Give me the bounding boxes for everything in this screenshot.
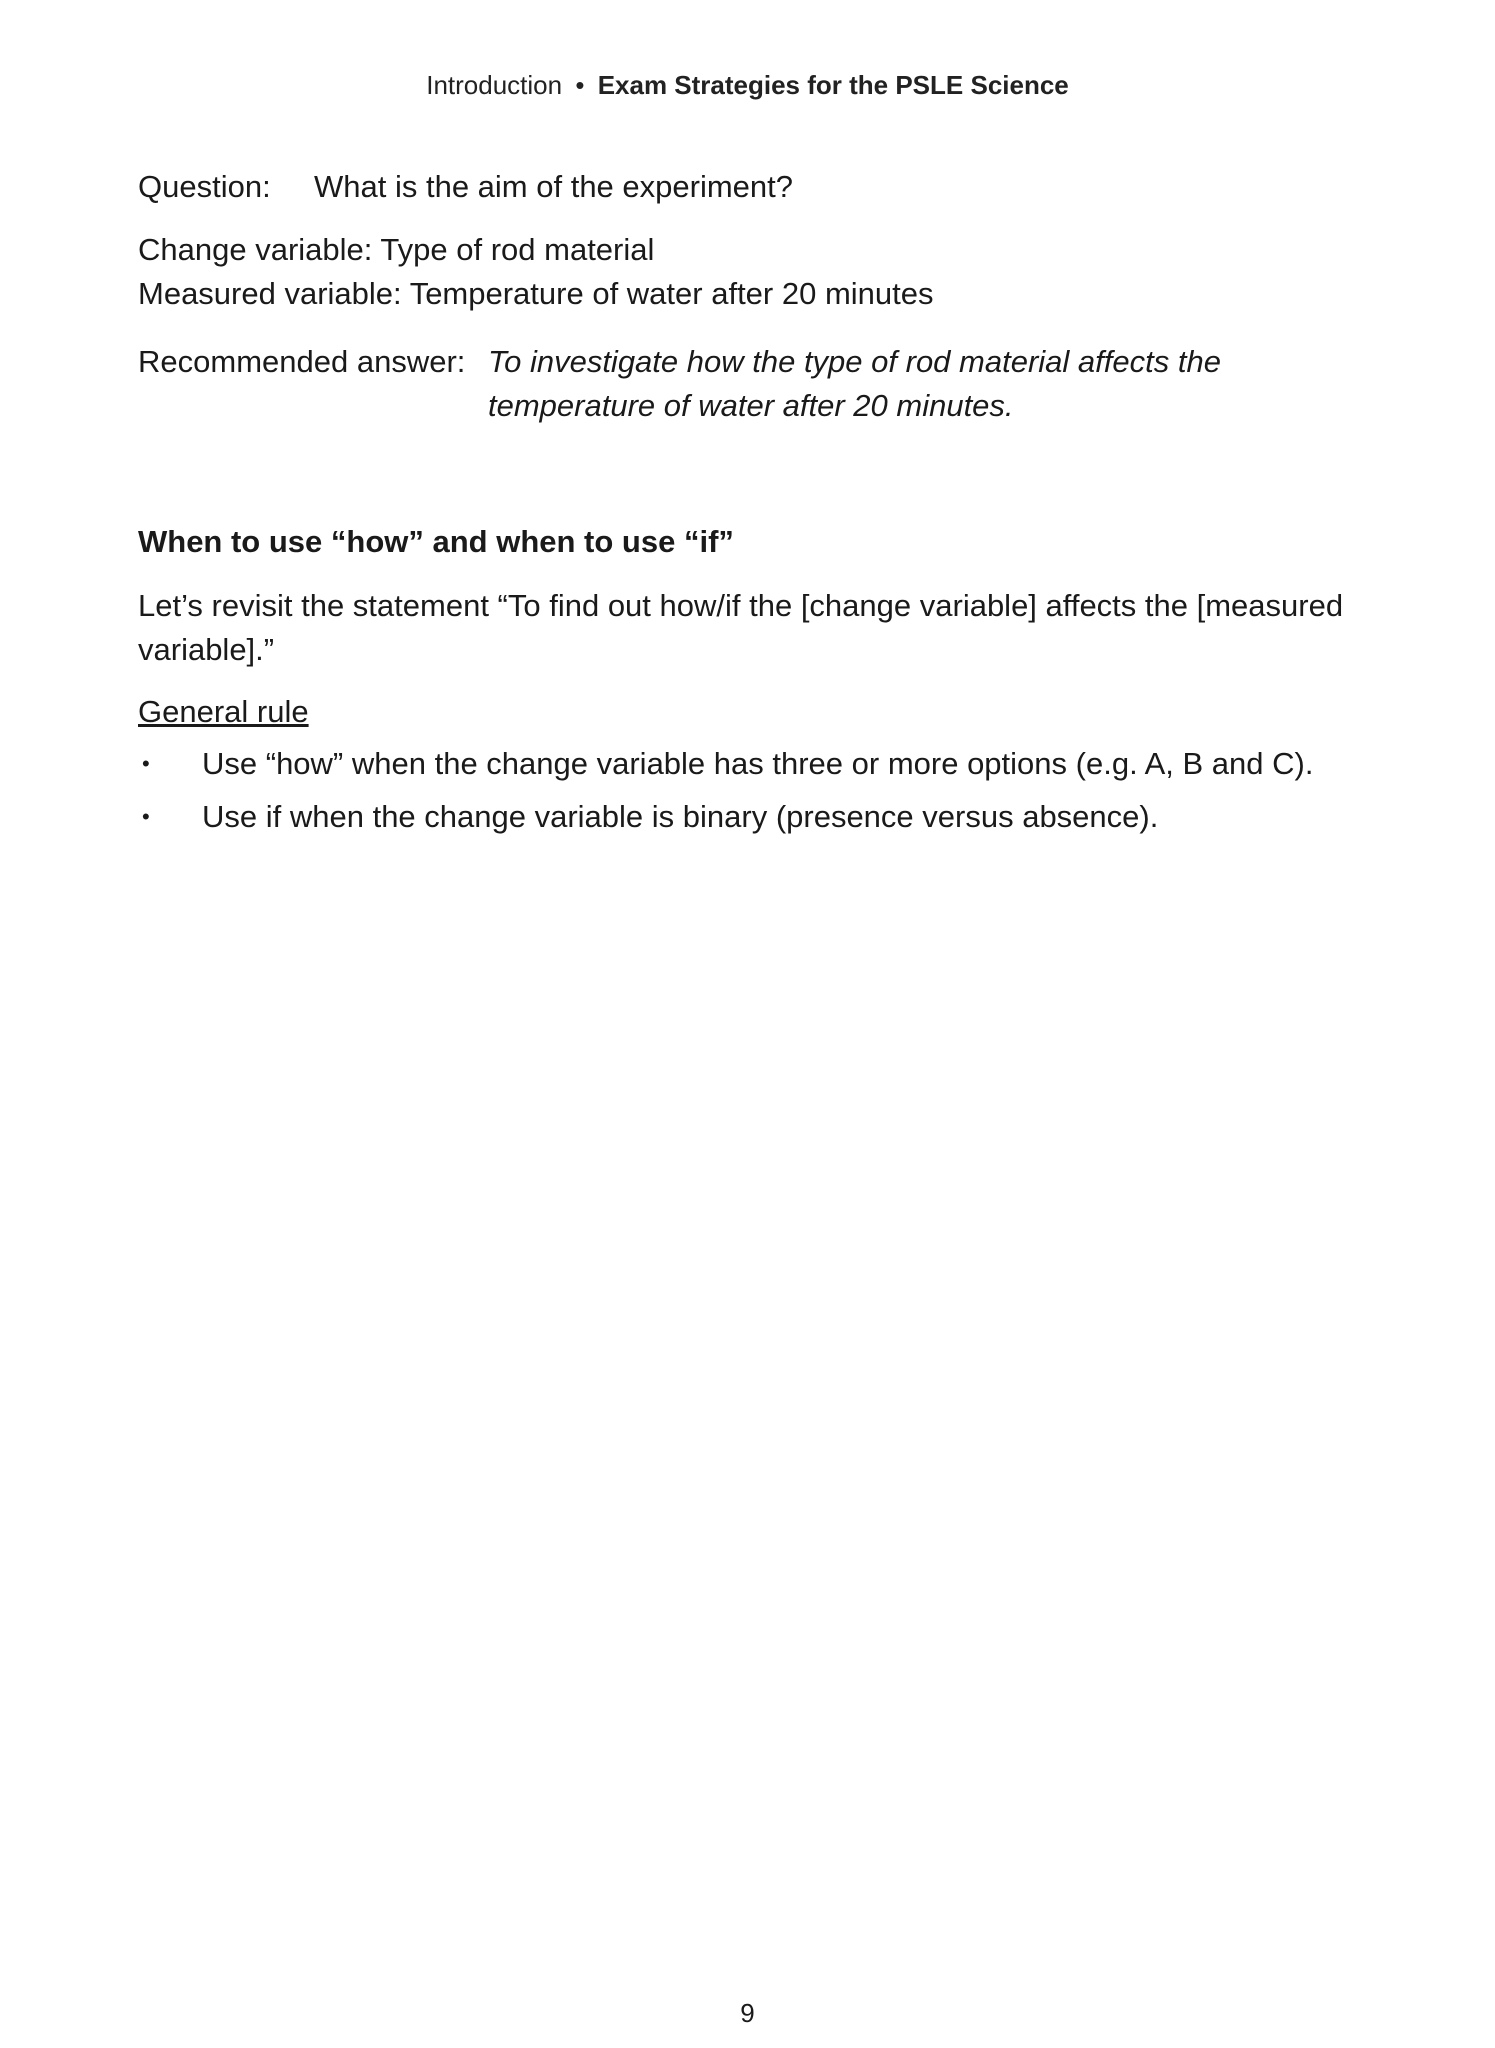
measured-variable: Measured variable: Temperature of water after 20 minutes	[138, 276, 934, 311]
paragraph-line-1: Let’s revisit the statement “To find out how/if the [change variable] affects the [measured	[138, 588, 1344, 623]
header-section: Introduction	[426, 70, 563, 100]
answer-line-1: To investigate how the type of rod material affects the	[488, 344, 1221, 379]
paragraph-line-2: variable].”	[138, 632, 275, 667]
answer-label: Recommended answer:	[138, 344, 466, 379]
question-text: What is the aim of the experiment?	[314, 169, 794, 204]
page-number: 9	[740, 1998, 755, 2028]
rule-title: General rule	[138, 694, 309, 729]
rule-list	[138, 742, 1358, 848]
variables-block	[138, 228, 1358, 316]
running-header	[0, 70, 1495, 101]
bullet-icon: •	[142, 751, 150, 776]
question-label: Question:	[138, 169, 271, 204]
change-variable: Change variable: Type of rod material	[138, 232, 655, 267]
header-separator: •	[575, 70, 585, 100]
answer-line-2: temperature of water after 20 minutes.	[488, 388, 1014, 423]
section-heading: When to use “how” and when to use “if”	[138, 524, 734, 559]
list-item	[138, 795, 1358, 839]
bullet-icon: •	[142, 804, 150, 829]
answer-text	[488, 340, 1318, 428]
rule-text: Use if when the change variable is binary (presence versus absence).	[202, 799, 1159, 834]
header-chapter: Exam Strategies for the PSLE Science	[597, 70, 1069, 100]
section-paragraph	[138, 584, 1358, 672]
rule-text: Use “how” when the change variable has three or more options (e.g. A, B and C).	[202, 746, 1314, 781]
question-line	[138, 165, 1358, 209]
list-item	[138, 742, 1358, 786]
